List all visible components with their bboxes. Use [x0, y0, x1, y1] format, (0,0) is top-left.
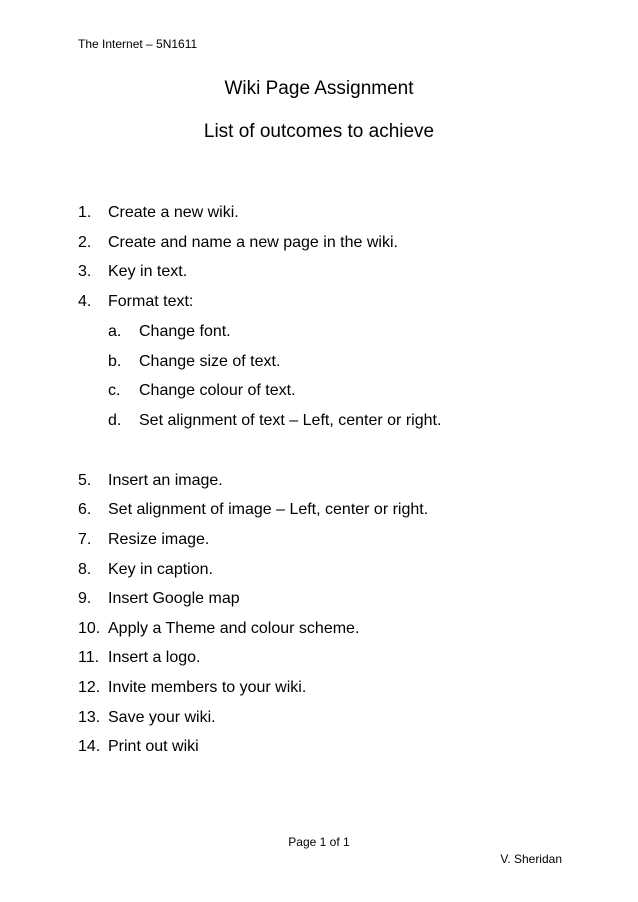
list-item-text: Create and name a new page in the wiki.	[108, 234, 398, 251]
list-item-number: 8.	[78, 561, 92, 578]
list-item-text: Insert an image.	[108, 472, 223, 489]
footer-author: V. Sheridan	[500, 852, 562, 866]
list-item-text: Apply a Theme and colour scheme.	[108, 620, 360, 637]
list-item-text: Set alignment of image – Left, center or right.	[108, 501, 429, 518]
list-item-number: 13.	[78, 709, 101, 726]
list-item-text: Print out wiki	[108, 738, 199, 755]
list-item-text: Format text:	[108, 293, 194, 310]
list-item-number: 6.	[78, 501, 92, 518]
list-item-number: 3.	[78, 263, 92, 280]
list-item-text: Resize image.	[108, 531, 210, 548]
list-item-number: 1.	[78, 204, 92, 221]
sub-list-item-text: Change font.	[139, 323, 231, 340]
header-course: The Internet – 5N1611	[78, 37, 198, 51]
list-item-text: Key in caption.	[108, 561, 213, 578]
list-item-text: Insert a logo.	[108, 649, 201, 666]
list-item-number: 7.	[78, 531, 92, 548]
list-item-number: 14.	[78, 738, 101, 755]
sub-list-item-text: Change size of text.	[139, 353, 281, 370]
list-item-number: 11.	[78, 649, 100, 666]
list-item-text: Create a new wiki.	[108, 204, 239, 221]
sub-list-item-text: Change colour of text.	[139, 382, 296, 399]
list-item-number: 10.	[78, 620, 101, 637]
sub-list-item-letter: b.	[108, 353, 122, 370]
page-title: Wiki Page Assignment	[224, 78, 414, 99]
list-item-number: 5.	[78, 472, 92, 489]
list-item-number: 9.	[78, 590, 92, 607]
list-item-text: Invite members to your wiki.	[108, 679, 307, 696]
page-number: Page 1 of 1	[288, 835, 350, 849]
list-item-number: 4.	[78, 293, 92, 310]
page-subtitle: List of outcomes to achieve	[203, 121, 435, 142]
sub-list-item-letter: a.	[108, 323, 122, 340]
sub-list-item-text: Set alignment of text – Left, center or right.	[139, 412, 442, 429]
list-item-text: Save your wiki.	[108, 709, 216, 726]
list-item-text: Insert Google map	[108, 590, 240, 607]
sub-list-item-letter: d.	[108, 412, 122, 429]
list-item-text: Key in text.	[108, 263, 188, 280]
list-item-number: 12.	[78, 679, 101, 696]
list-item-number: 2.	[78, 234, 92, 251]
sub-list-item-letter: c.	[108, 382, 121, 399]
